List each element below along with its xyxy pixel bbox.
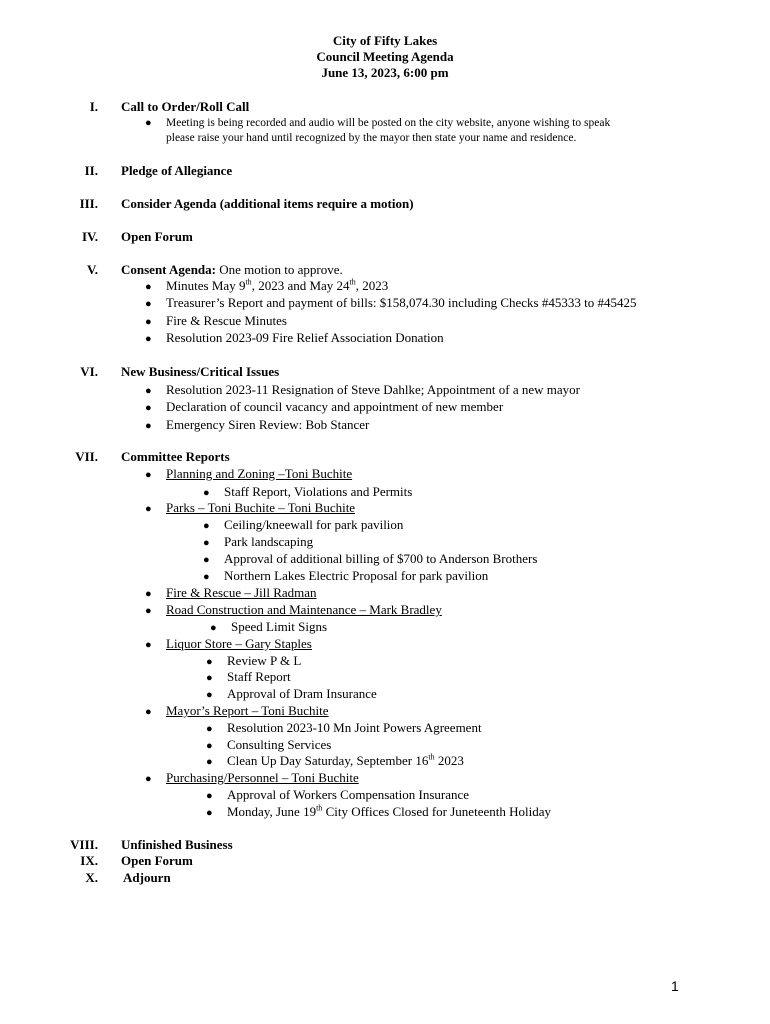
list-item: ● Resolution 2023-11 Resignation of Steve Dahlke; Appointment of a new mayor xyxy=(145,382,581,397)
sub-list-item: ● Resolution 2023-10 Mn Joint Powers Agreement xyxy=(206,720,482,735)
committee-item: ● Parks – Toni Buchite – Toni Buchite xyxy=(145,500,356,515)
bullet-icon: ● xyxy=(145,298,152,310)
bullet-icon: ● xyxy=(145,117,152,129)
list-item: ● Emergency Siren Review: Bob Stancer xyxy=(145,417,370,432)
bullet-icon: ● xyxy=(206,656,213,668)
bullet-icon: ● xyxy=(206,790,213,802)
bullet-icon: ● xyxy=(145,706,152,718)
section-number: I. xyxy=(89,99,98,114)
list-item-continuation: please raise your hand until recognized by the mayor then state your name and residence. xyxy=(166,132,577,144)
bullet-icon: ● xyxy=(203,571,210,583)
bullet-icon: ● xyxy=(206,672,213,684)
section-number: IX. xyxy=(80,853,98,868)
bullet-icon: ● xyxy=(206,723,213,735)
section-title: Call to Order/Roll Call xyxy=(121,99,250,114)
bullet-icon: ● xyxy=(145,316,152,328)
list-item: ● Fire & Rescue Minutes xyxy=(145,313,287,328)
bullet-icon: ● xyxy=(145,281,152,293)
bullet-icon: ● xyxy=(145,402,152,414)
section-number: V. xyxy=(87,262,98,277)
section-number: VII. xyxy=(75,449,98,464)
section-title: Open Forum xyxy=(121,853,193,868)
bullet-icon: ● xyxy=(145,588,152,600)
section-number: III. xyxy=(79,196,98,211)
section-number: VI. xyxy=(80,364,98,379)
list-item: ● Resolution 2023-09 Fire Relief Association Donation xyxy=(145,330,444,345)
committee-item: ● Mayor’s Report – Toni Buchite xyxy=(145,703,329,718)
bullet-icon: ● xyxy=(145,773,152,785)
section-number: VIII. xyxy=(70,837,98,852)
sub-list-item: ● Park landscaping xyxy=(203,534,314,549)
list-item: ● Meeting is being recorded and audio will be posted on the city website, anyone wishing to speak xyxy=(145,117,611,129)
sub-list-item: ● Monday, June 19th City Offices Closed for Juneteenth Holiday xyxy=(206,803,551,819)
bullet-icon: ● xyxy=(203,520,210,532)
section-number: II. xyxy=(84,163,98,178)
bullet-icon: ● xyxy=(145,385,152,397)
section-title: New Business/Critical Issues xyxy=(121,364,280,379)
agenda-header xyxy=(0,33,770,81)
sub-list-item: ● Staff Report xyxy=(206,669,291,684)
section-number: IV. xyxy=(81,229,98,244)
bullet-icon: ● xyxy=(203,487,210,499)
page-number: 1 xyxy=(671,978,679,994)
sub-list-item: ● Clean Up Day Saturday, September 16th 2023 xyxy=(206,752,464,768)
section-title: Adjourn xyxy=(123,870,171,885)
sub-list-item: ● Speed Limit Signs xyxy=(210,619,328,634)
bullet-icon: ● xyxy=(145,420,152,432)
bullet-icon: ● xyxy=(206,756,213,768)
sub-list-item: ● Approval of Dram Insurance xyxy=(206,686,377,701)
sub-list-item: ● Consulting Services xyxy=(206,737,332,752)
bullet-icon: ● xyxy=(145,503,152,515)
section-number: X. xyxy=(85,870,98,885)
sub-list-item: ● Review P & L xyxy=(206,653,302,668)
bullet-icon: ● xyxy=(145,605,152,617)
section-title: Unfinished Business xyxy=(121,837,233,852)
section-title: Committee Reports xyxy=(121,449,230,464)
list-item: ● Treasurer’s Report and payment of bills: $158,074.30 including Checks #45333 to #45425 xyxy=(145,295,637,310)
bullet-icon: ● xyxy=(206,807,213,819)
bullet-icon: ● xyxy=(203,537,210,549)
sub-list-item: ● Approval of additional billing of $700 to Anderson Brothers xyxy=(203,551,538,566)
committee-item: ● Liquor Store – Gary Staples xyxy=(145,636,312,651)
list-item: ● Declaration of council vacancy and appointment of new member xyxy=(145,399,504,414)
sub-list-item: ● Approval of Workers Compensation Insurance xyxy=(206,787,470,802)
committee-item: ● Purchasing/Personnel – Toni Buchite xyxy=(145,770,359,785)
bullet-icon: ● xyxy=(145,333,152,345)
bullet-icon: ● xyxy=(206,740,213,752)
section-title: Consider Agenda (additional items require a motion) xyxy=(121,196,414,211)
list-item: ● Minutes May 9th, 2023 and May 24th, 2023 xyxy=(145,277,389,293)
bullet-icon: ● xyxy=(206,689,213,701)
bullet-icon: ● xyxy=(210,622,217,634)
committee-item: ● Fire & Rescue – Jill Radman xyxy=(145,585,317,600)
sub-list-item: ● Northern Lakes Electric Proposal for park pavilion xyxy=(203,568,489,583)
committee-item: ● Planning and Zoning –Toni Buchite xyxy=(145,466,353,481)
meeting-date: June 13, 2023, 6:00 pm xyxy=(321,65,449,80)
committee-item: ● Road Construction and Maintenance – Mark Bradley xyxy=(145,602,442,617)
bullet-icon: ● xyxy=(145,639,152,651)
bullet-icon: ● xyxy=(145,469,152,481)
sub-list-item: ● Ceiling/kneewall for park pavilion xyxy=(203,517,404,532)
bullet-icon: ● xyxy=(203,554,210,566)
sub-list-item: ● Staff Report, Violations and Permits xyxy=(203,484,413,499)
section-title: Pledge of Allegiance xyxy=(121,163,233,178)
section-title: Open Forum xyxy=(121,229,193,244)
document-title: Council Meeting Agenda xyxy=(316,49,454,64)
city-name: City of Fifty Lakes xyxy=(332,33,438,48)
section-title: Consent Agenda: One motion to approve. xyxy=(121,262,343,277)
